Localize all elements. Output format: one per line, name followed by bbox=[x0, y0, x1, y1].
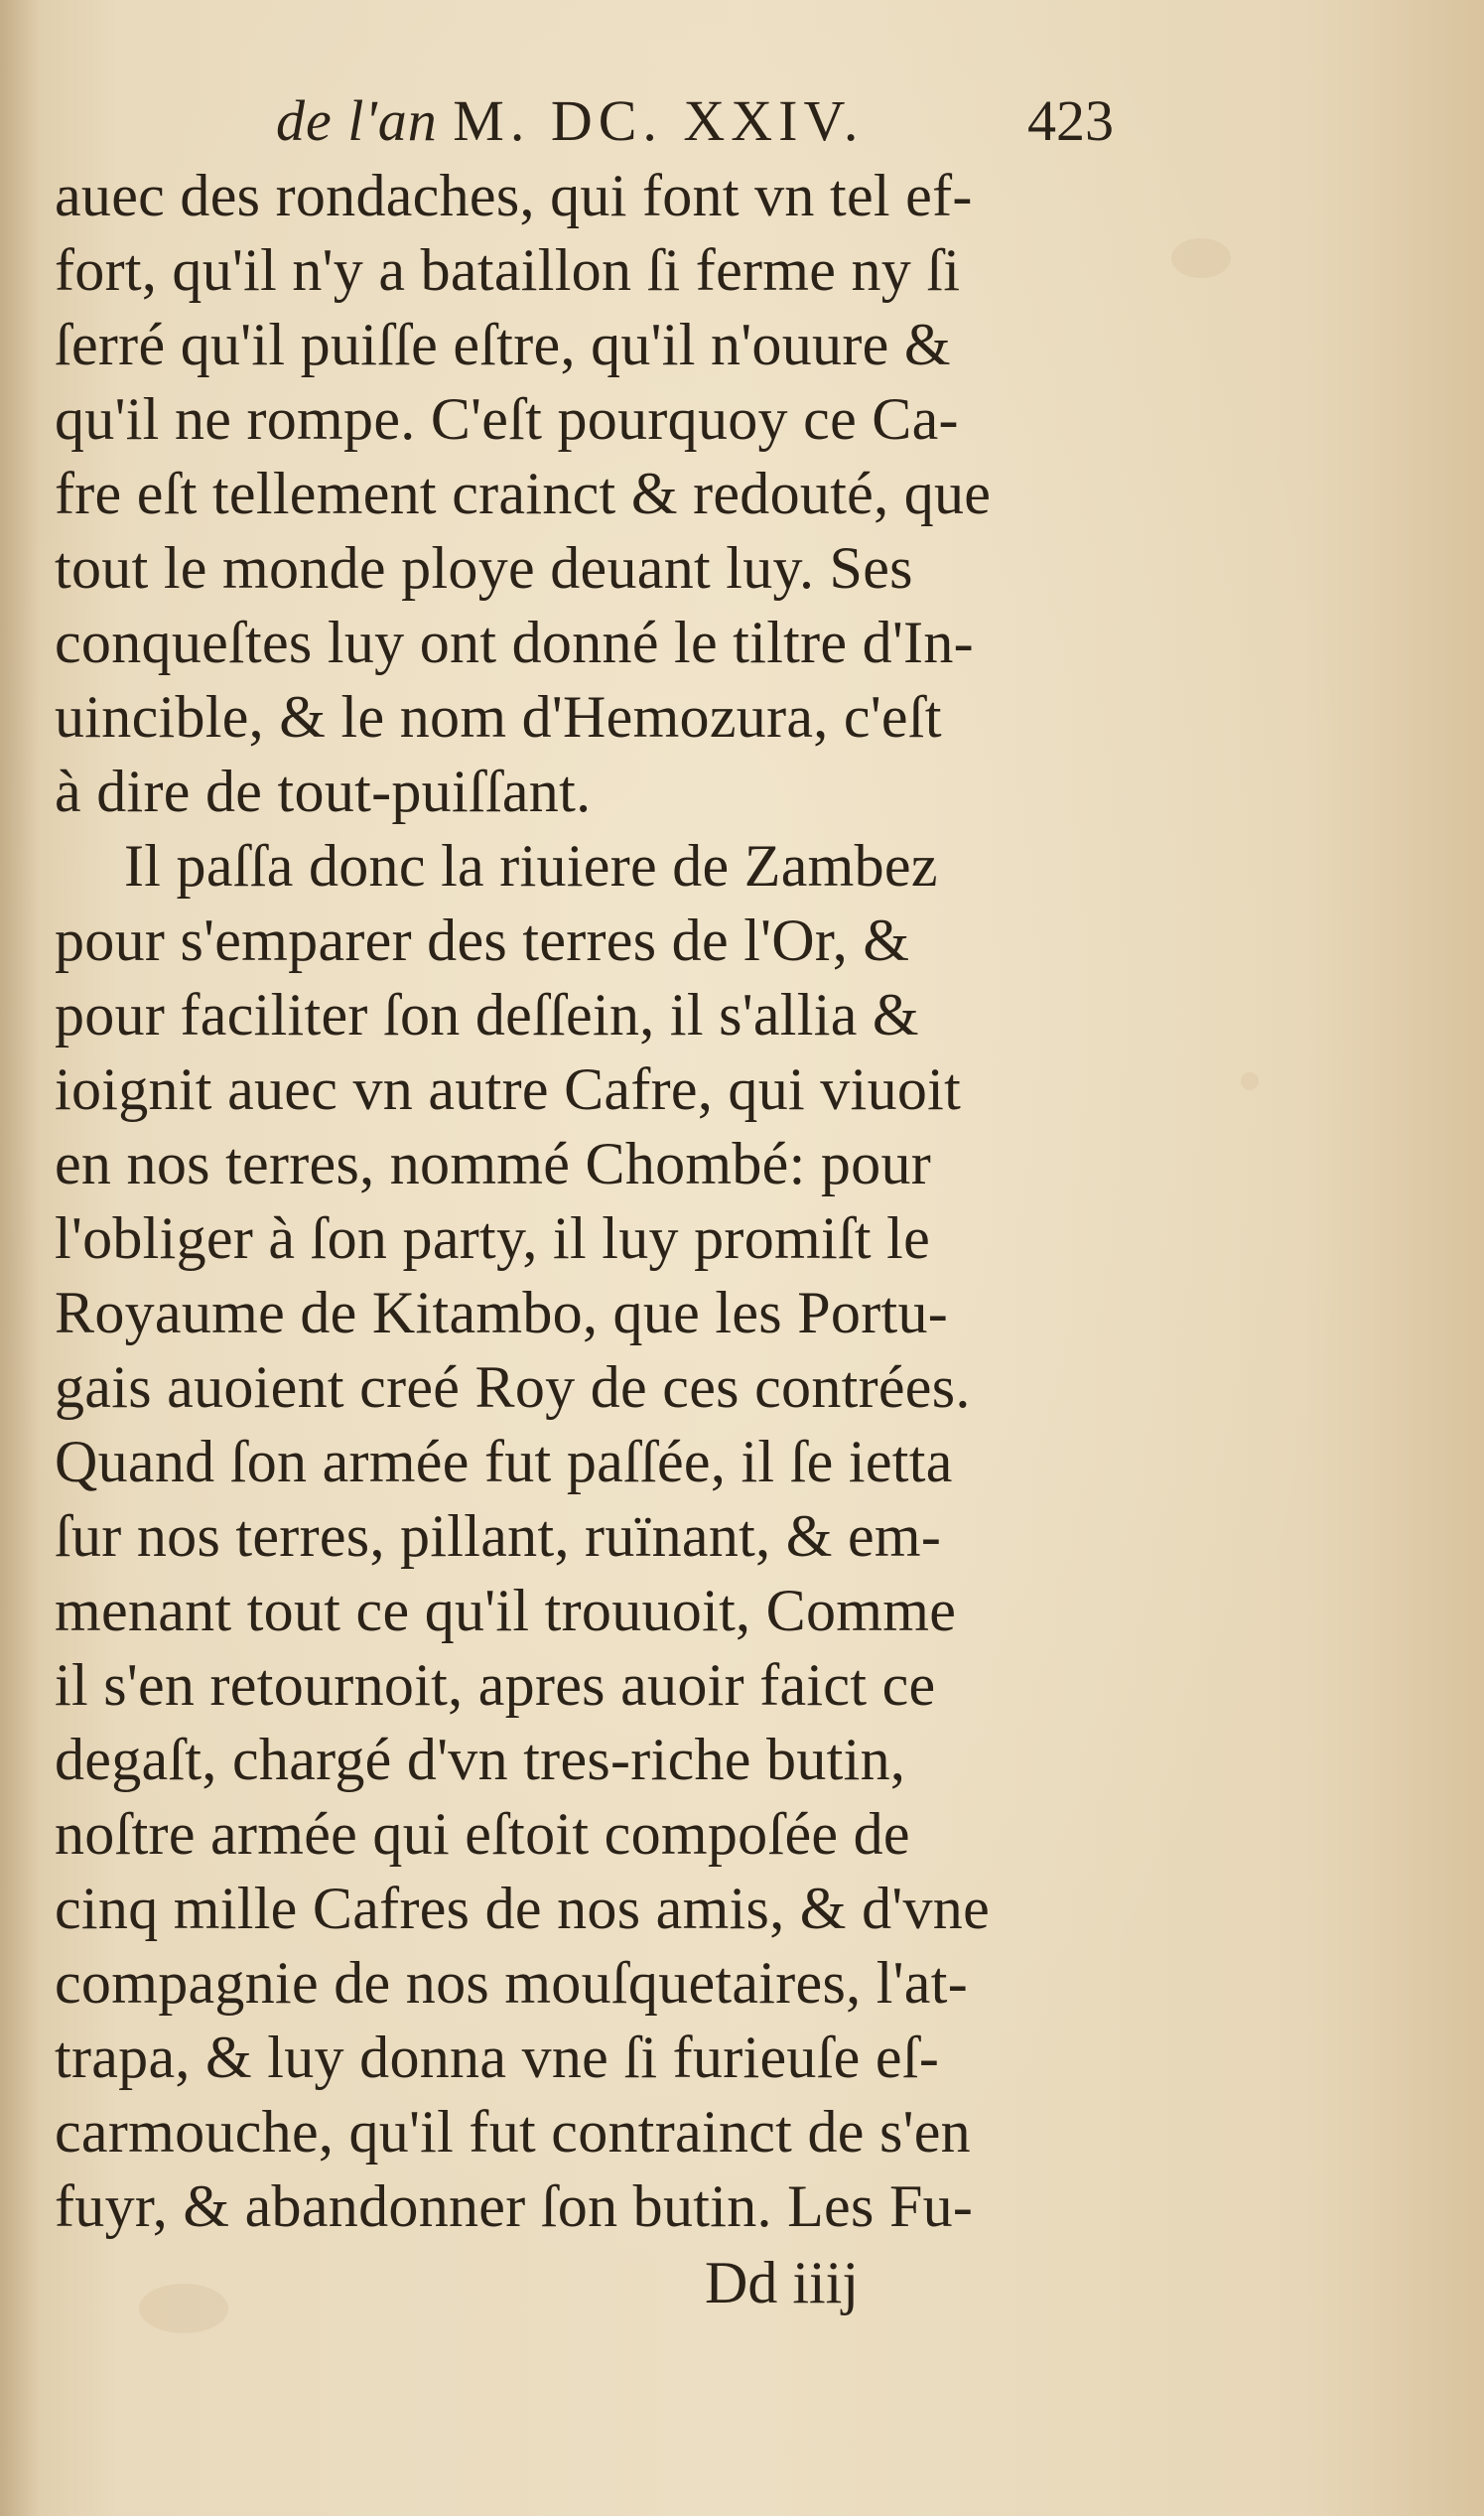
text-line: pour s'emparer des terres de l'Or, & bbox=[55, 908, 910, 973]
text-line: degaſt, chargé d'vn tres-riche butin, bbox=[55, 1727, 906, 1792]
text-line: ſur nos terres, pillant, ruïnant, & em- bbox=[55, 1503, 942, 1569]
page-gutter-shadow bbox=[0, 0, 40, 2516]
running-title bbox=[276, 87, 864, 154]
text-line: Quand ſon armée fut paſſée, il ſe ietta bbox=[55, 1429, 953, 1494]
body-text bbox=[55, 159, 1147, 2244]
text-line: tout le monde ploye deuant luy. Ses bbox=[55, 535, 913, 601]
foxing-spot bbox=[139, 2284, 228, 2333]
text-line: auec des rondaches, qui font vn tel ef- bbox=[55, 163, 973, 228]
paragraph-start-line: Il paſſa donc la riuiere de Zambez bbox=[124, 833, 938, 899]
text-line: pour faciliter ſon deſſein, il s'allia & bbox=[55, 982, 919, 1048]
running-title-year: M. DC. XXIV. bbox=[453, 88, 865, 153]
page-number: 423 bbox=[1027, 88, 1114, 153]
text-line: fuyr, & abandonner ſon butin. Les Fu- bbox=[55, 2173, 974, 2239]
running-header bbox=[0, 87, 1484, 167]
text-line: il s'en retournoit, apres auoir faict ce bbox=[55, 1652, 936, 1718]
text-line: cinq mille Cafres de nos amis, & d'vne bbox=[55, 1876, 991, 1941]
signature-mark: Dd iiij bbox=[705, 2250, 860, 2315]
foxing-spot bbox=[1241, 1072, 1259, 1090]
text-line: gais auoient creé Roy de ces contrées. bbox=[55, 1354, 971, 1420]
text-line: en nos terres, nommé Chombé: pour bbox=[55, 1131, 932, 1196]
text-line: compagnie de nos mouſquetaires, l'at- bbox=[55, 1950, 968, 2016]
text-line: ioignit auec vn autre Cafre, qui viuoit bbox=[55, 1056, 962, 1122]
text-line: trapa, & luy donna vne ſi furieuſe eſ- bbox=[55, 2025, 940, 2090]
foxing-spot bbox=[1171, 238, 1231, 278]
text-line: carmouche, qu'il fut contrainct de s'en bbox=[55, 2099, 971, 2165]
text-line: à dire de tout-puiſſant. bbox=[55, 759, 592, 824]
text-line: uincible, & le nom d'Hemozura, c'eſt bbox=[55, 684, 942, 750]
text-line: Royaume de Kitambo, que les Portu- bbox=[55, 1280, 949, 1345]
text-line: l'obliger à ſon party, il luy promiſt le bbox=[55, 1205, 931, 1271]
text-line: fort, qu'il n'y a bataillon ſi ferme ny ſi bbox=[55, 237, 961, 303]
running-title-prefix: de l'an bbox=[276, 88, 438, 153]
text-line: ſerré qu'il puiſſe eſtre, qu'il n'ouure & bbox=[55, 312, 951, 377]
text-line: conqueſtes luy ont donné le tiltre d'In- bbox=[55, 610, 974, 675]
text-line: qu'il ne rompe. C'eſt pourquoy ce Ca- bbox=[55, 386, 959, 452]
text-line: noſtre armée qui eſtoit compoſée de bbox=[55, 1801, 910, 1867]
text-line: fre eſt tellement crainct & redouté, que bbox=[55, 461, 992, 526]
text-line: menant tout ce qu'il trouuoit, Comme bbox=[55, 1578, 957, 1643]
